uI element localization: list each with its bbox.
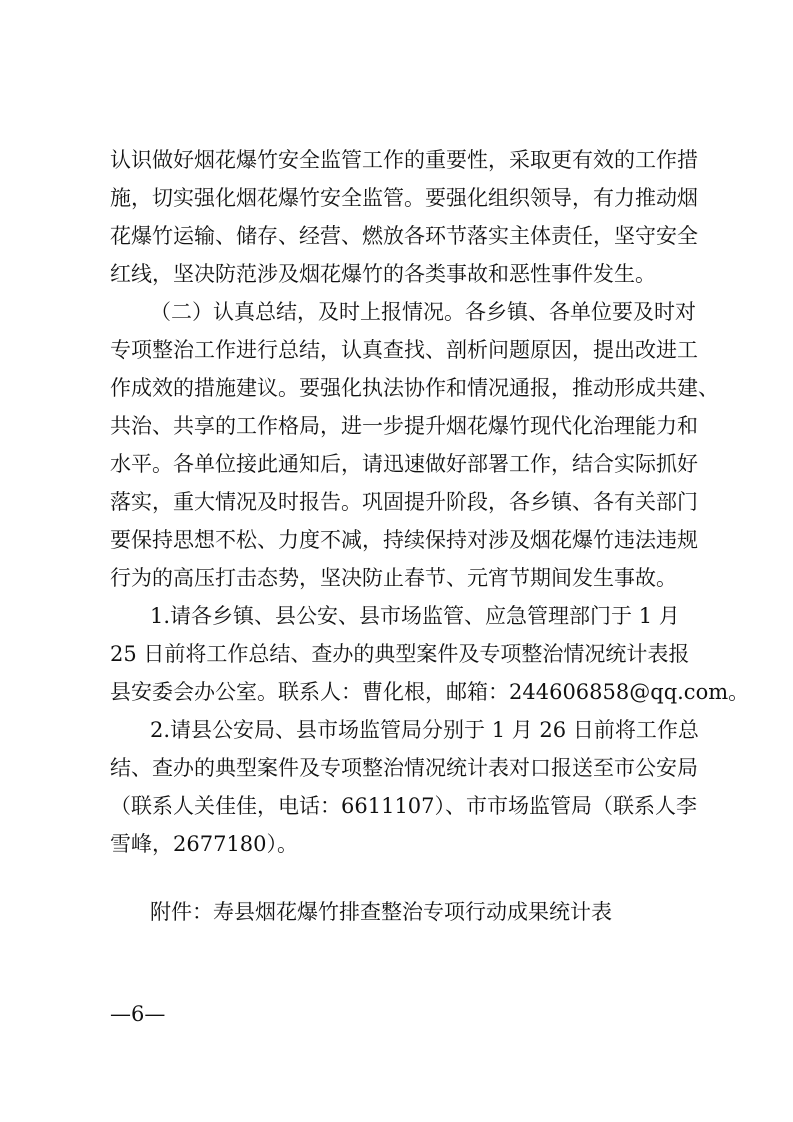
body-line: 共治、共享的工作格局，进一步提升烟花爆竹现代化治理能力和 [110,414,698,438]
numbered-item-2-line: 2.请县公安局、县市场监管局分别于 1 月 26 日前将工作总 [150,718,699,742]
body-line: 花爆竹运输、储存、经营、燃放各环节落实主体责任，坚守安全 [110,224,698,248]
body-line: 专项整治工作进行总结，认真查找、剖析问题原因，提出改进工 [110,338,698,362]
body-line: 作成效的措施建议。要强化执法协作和情况通报，推动形成共建、 [110,376,719,400]
body-line: 红线，坚决防范涉及烟花爆竹的各类事故和恶性事件发生。 [110,262,656,286]
numbered-item-1-line: 1.请各乡镇、县公安、县市场监管、应急管理部门于 1 月 [150,604,680,628]
body-line: 水平。各单位接此通知后，请迅速做好部署工作，结合实际抓好 [110,452,698,476]
numbered-item-2-line: （联系人关佳佳，电话：6611107）、市市场监管局（联系人李 [110,794,698,818]
page-number: —6— [110,1002,166,1026]
body-line: 行为的高压打击态势，坚决防止春节、元宵节期间发生事故。 [110,566,677,590]
numbered-item-2-line: 结、查办的典型案件及专项整治情况统计表对口报送至市公安局 [110,756,698,780]
numbered-item-1-line: 县安委会办公室。联系人：曹化根，邮箱：244606858@qq.com。 [110,680,750,704]
body-line: 施，切实强化烟花爆竹安全监管。要强化组织领导，有力推动烟 [110,186,698,210]
attachment-line: 附件：寿县烟花爆竹排查整治专项行动成果统计表 [150,900,612,924]
numbered-item-1-line: 25 日前将工作总结、查办的典型案件及专项整治情况统计表报 [110,642,690,666]
body-line: 认识做好烟花爆竹安全监管工作的重要性，采取更有效的工作措 [110,148,698,172]
body-line: 落实，重大情况及时报告。巩固提升阶段，各乡镇、各有关部门 [110,490,698,514]
body-line: 要保持思想不松、力度不减，持续保持对涉及烟花爆竹违法违规 [110,528,698,552]
section-heading-line: （二）认真总结，及时上报情况。各乡镇、各单位要及时对 [150,300,696,324]
numbered-item-2-line: 雪峰，2677180）。 [110,832,299,856]
